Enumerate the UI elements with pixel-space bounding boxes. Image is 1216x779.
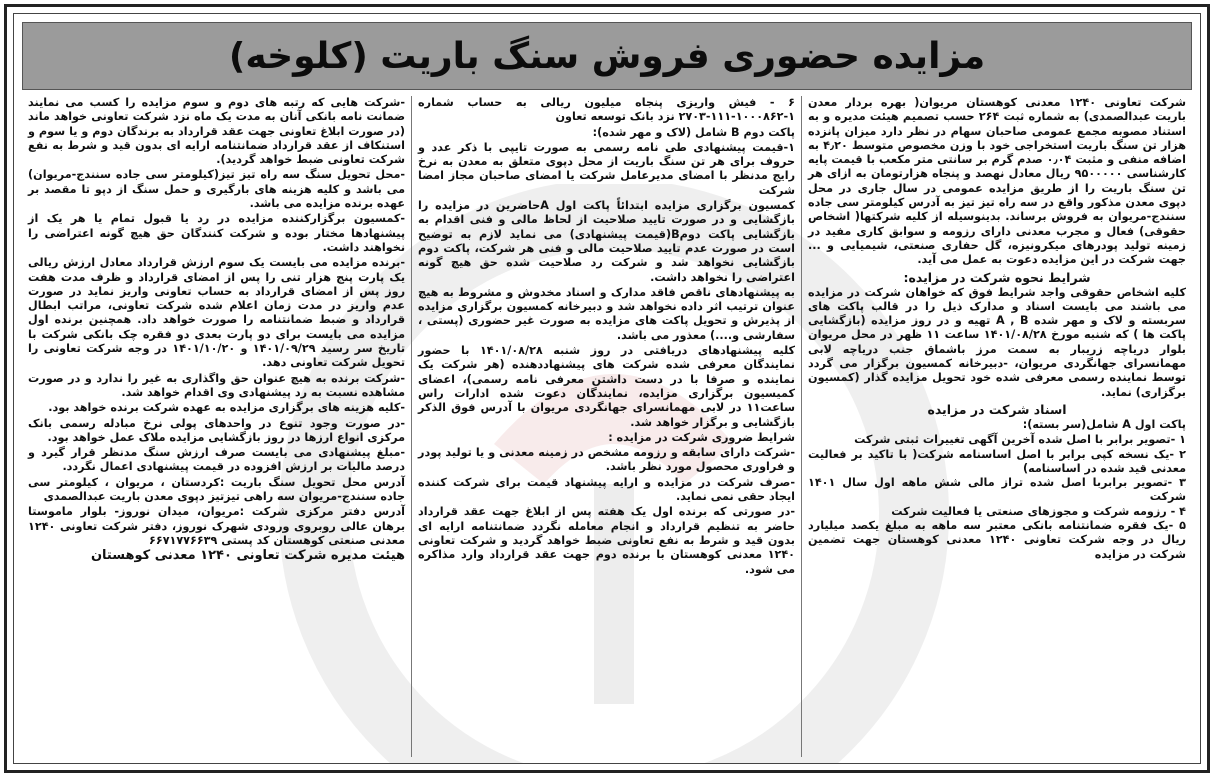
envelope-b-heading: پاکت دوم B شامل (لاک و مهر شده):: [592, 125, 796, 139]
terms-item: -در صورت وجود تنوع در واحدهای پولی نرخ مبادله رسمی بانک مرکزی انواع ارزها در روز بازگشایی مزایده ملاک عمل خواهد بود.: [28, 416, 406, 444]
board-signature: هیئت مدیره شرکت تعاونی ۱۲۴۰ معدنی کوهستان: [90, 548, 406, 564]
incomplete-offers-paragraph: به پیشنهادهای ناقص فاقد مدارک و اسناد مخدوش و مشروط به هیچ عنوان ترتیب اثر داده نخواهد شد و دبیرخانه کمسیون برگزاری مزایده از پذیرش و تحویل پاکت های مزایده به صورت غیر حضوری (پستی ، سفارشی و....) معذور می باشد.: [418, 285, 796, 342]
column-middle: [412, 96, 802, 757]
document-item: ۵ -یک فقره ضمانتنامه بانکی معتبر سه ماهه به مبلغ یکصد میلیارد ریال در وجه شرکت تعاونی ۱۲۴۰ معدنی کوهستان جهت تضمین شرکت در مزایده: [808, 519, 1186, 561]
office-address: آدرس دفتر مرکزی شرکت :مریوان، میدان نوروز- بلوار ماموستا برهان عالی روبروی ورودی شهرک نوروز، دفتر شرکت تعاونی ۱۲۴۰ معدنی صنعتی کوهستان کد پستی ۶۶۷۱۷۷۶۶۳۹: [28, 505, 406, 547]
deposit-paragraph: ۶ - فیش واریزی پنجاه میلیون ریالی به حساب شماره ۱-۱۰۰۰۸۶۲-۱۱۱-۲۷۰۳ نزد بانک توسعه تعاون: [418, 96, 796, 124]
conditions-paragraph: کلیه اشخاص حقوقی واجد شرایط فوق که خواهان شرکت در مزایده می باشند می بایست اسناد و مدارک ذیل را در قالب پاکت های سربسته و لاک و مهر شده A , B تهیه و در روز مزایده (بازگشایی پاکت ها ) که شنبه مورخ ۱۴۰۱/۰۸/۲۸ ساعت ۱۱ ظهر در محل مریوان بلوار دریاچه زریبار به سمت مرز باشماق جنب دریاچه لابی مهمانسرای جهانگردی مریوان، -دبیرخانه کمسیون برگزار می گردد توسط نماینده رسمی معرفی شده خود تحویل مزایده گذار (کمسیون برگزاری) نماید.: [808, 285, 1186, 399]
terms-item: -شرکت هایی که رتبه های دوم و سوم مزایده را کسب می نمایند ضمانت نامه بانکی آنان به مدت یک ماه نزد شرکت تعاونی خواهد ماند (در صورت ابلاغ تعاونی جهت عقد قرارداد به برندگان دوم و یا سوم و استنکاف از عقد قرارداد ضمانتنامه ارایه ای بدون قید و شرط به نفع شرکت تعاونی ضبط خواهد گردید).: [28, 96, 406, 167]
envelope-a-intro: پاکت اول A شامل(سر بسته):: [1022, 417, 1186, 431]
document-item: ۳ -تصویر برابربا اصل شده تراز مالی شش ماهه اول سال ۱۴۰۱ شرکت: [808, 476, 1186, 504]
terms-item: -محل تحویل سنگ سه راه تیز تیز(کیلومتر سی جاده سنندج-مریوان) می باشد و کلیه هزینه های بارگیری و حمل سنگ از دپو تا مقصد بر عهده برنده مزایده می باشد.: [28, 168, 406, 211]
documents-list: [808, 433, 1186, 562]
price-offer-paragraph: ۱-قیمت پیشنهادی طی نامه رسمی به صورت تایپی با ذکر عدد و حروف برای هر تن سنگ باریت از محل دپوی متعلق به معدن به نرخ رایج مدنظر با امضای مدیرعامل شرکت یا امضای صاحبان مجاز امضا شرکت: [418, 140, 796, 197]
terms-item: -شرکت برنده به هیچ عنوان حق واگذاری به غیر را ندارد و در صورت مشاهده نسبت به رد پیشنهادی وی اقدام خواهد شد.: [28, 371, 406, 399]
requirement-item: -در صورتی که برنده اول یک هفته پس از ابلاغ جهت عقد قرارداد حاضر به تنظیم قرارداد و انجام معامله نگردد ضمانتنامه ارایه ای بدون قید و شرط به نفع تعاونی ضبط خواهد گردید و شرکت تعاونی ۱۲۴۰ معدنی کوهستان با برنده دوم جهت عقد قرارداد وارد مذاکره می شود.: [418, 505, 796, 576]
terms-item: -کلیه هزینه های برگزاری مزایده به عهده شرکت برنده خواهد بود.: [48, 401, 406, 415]
document-item: ۲ -یک نسخه کپی برابر با اصل اساسنامه شرکت( با تاکید بر فعالیت معدنی قید شده در اساسنامه): [808, 447, 1186, 475]
document-item: ۴ - رزومه شرکت و مجوزهای صنعتی یا فعالیت شرکت: [891, 504, 1186, 518]
requirement-item: -شرکت دارای سابقه و رزومه مشخص در زمینه معدنی و یا تولید پودر و فراوری محصول مورد نظر باشد.: [418, 446, 796, 474]
terms-item: -کمسیون برگزارکننده مزایده در رد یا قبول تمام یا هر یک از پیشنهادها مختار بوده و شرکت کنندگان حق هیچ گونه اعتراضی را نخواهند داشت.: [28, 212, 406, 254]
title-banner: [22, 22, 1192, 90]
documents-heading: اسناد شرکت در مزایده: [927, 401, 1067, 417]
column-right: [802, 96, 1192, 757]
page-title: مزایده حضوری فروش سنگ باریت (کلوخه): [228, 35, 986, 77]
delivery-address: آدرس محل تحویل سنگ باریت :کردستان ، مریوان ، کیلومتر سی جاده سنندج-مریوان سه راهی تیزتیز دپوی معدن باریت عبدالصمدی: [28, 475, 406, 504]
advertisement-frame: [13, 13, 1201, 764]
commission-paragraph: کمسیون برگزاری مزایده ابتدائاً پاکت اول Aحاضرین در مزایده را بازگشایی و در صورت تایید صلاحیت از لحاظ مالی و فنی اقدام به بازگشایی پاکت دومB(قیمت پیشنهادی) می نماید لازم به توضیح است در صورت عدم تایید صلاحیت مالی و فنی هر شرکت، پاکت دوم بازگشایی نخواهد شد و شرکت رد صلاحیت شده حق هیچ گونه اعتراضی را نخواهد داشت.: [418, 199, 796, 284]
conditions-heading: شرایط نحوه شرکت در مزایده:: [903, 269, 1091, 285]
terms-item: -مبلغ پیشنهادی می بایست صرف ارزش سنگ مدنظر قرار گیرد و درصد مالیات بر ارزش افزوده در قیمت پیشنهادی اعمال نگردد.: [28, 446, 406, 474]
terms-item: -برنده مزایده می بایست یک سوم ارزش قرارداد معادل ارزش ریالی یک پارت پنج هزار تنی را پس از امضای قرارداد و ظرف مدت هفت روز پس از امضای قرارداد به حساب تعاونی واریز نماید در صورت عدم واریز در مدت زمان اعلام شده شرکت تعاونی، مراتب ابطال قرارداد و ضبط ضمانتنامه را صورت خواهد داد. همچنین برنده اول مزایده می بایست برای دو پارت بعدی دو فقره چک بانکی شرکت با تاریخ سر رسید ۱۴۰۱/۰۹/۲۹ و ۱۴۰۱/۱۰/۲۰ در وجه شرکت تعاونی را تحویل شرکت تعاونی دهد.: [28, 256, 406, 370]
advertisement-page: [4, 4, 1210, 773]
requirement-item: -صرف شرکت در مزایده و ارایه پیشنهاد قیمت برای شرکت کننده ایجاد حقی نمی نماید.: [418, 475, 796, 504]
column-left: [22, 96, 412, 757]
requirements-heading: شرایط ضروری شرکت در مزایده :: [608, 430, 796, 444]
text-columns: [22, 96, 1192, 757]
opening-session-paragraph: کلیه پیشنهادهای دریافتی در روز شنبه ۱۴۰۱/۰۸/۲۸ با حضور نمایندگان معرفی شده شرکت های پیشنهاددهنده (هر شرکت یک نماینده و صرفا با در دست داشتن معرفی نامه رسمی)، اعضای کمیسیون برگزاری مزایده، نمایندگان دعوت شده ادارات راس ساعت۱۱ در لابی مهمانسرای جهانگردی مریوان با آدرس فوق الذکر بازگشایی و برگزار خواهد شد.: [418, 344, 796, 429]
document-item: ۱ -تصویر برابر با اصل شده آخرین آگهی تغییرات ثبتی شرکت: [854, 433, 1186, 447]
intro-paragraph: شرکت تعاونی ۱۲۴۰ معدنی کوهستان مریوان( بهره بردار معدن باریت عبدالصمدی) به شماره ثبت ۲۶۴ حسب تصمیم هیئت مدیره و به استناد مصوبه مجمع عمومی صاحبان سهام در نظر دارد میزان پانزده هزار تن سنگ باریت استخراجی خود با وزن مخصوص متوسط ۴٫۲۰ به اضافه منفی و مثبت ۰٫۰۴ صدم گرم بر سانتی متر مکعب با قیمت پایه کارشناسی ۹۵۰۰۰۰۰ ریال معادل نهصد و پنجاه هزارتومان به ازای هر تن سنگ باریت را از طریق مزایده عمومی در سال جاری در محل دپوی معدن مذکور واقع در سه راه تیز تیز به آدرس کیلومتر سی جاده سنندج-مریوان به فروش برساند. بدینوسیله از کلیه شرکتها( اشخاص حقوقی) فعال و مجرب معدنی دارای رزومه و سوابق کاری مفید در زمینه تولید پودرهای میکرونیزه، گل حفاری صنعتی، شیمیایی و ... جهت شرکت در این مزایده دعوت به عمل می آید.: [808, 96, 1187, 267]
